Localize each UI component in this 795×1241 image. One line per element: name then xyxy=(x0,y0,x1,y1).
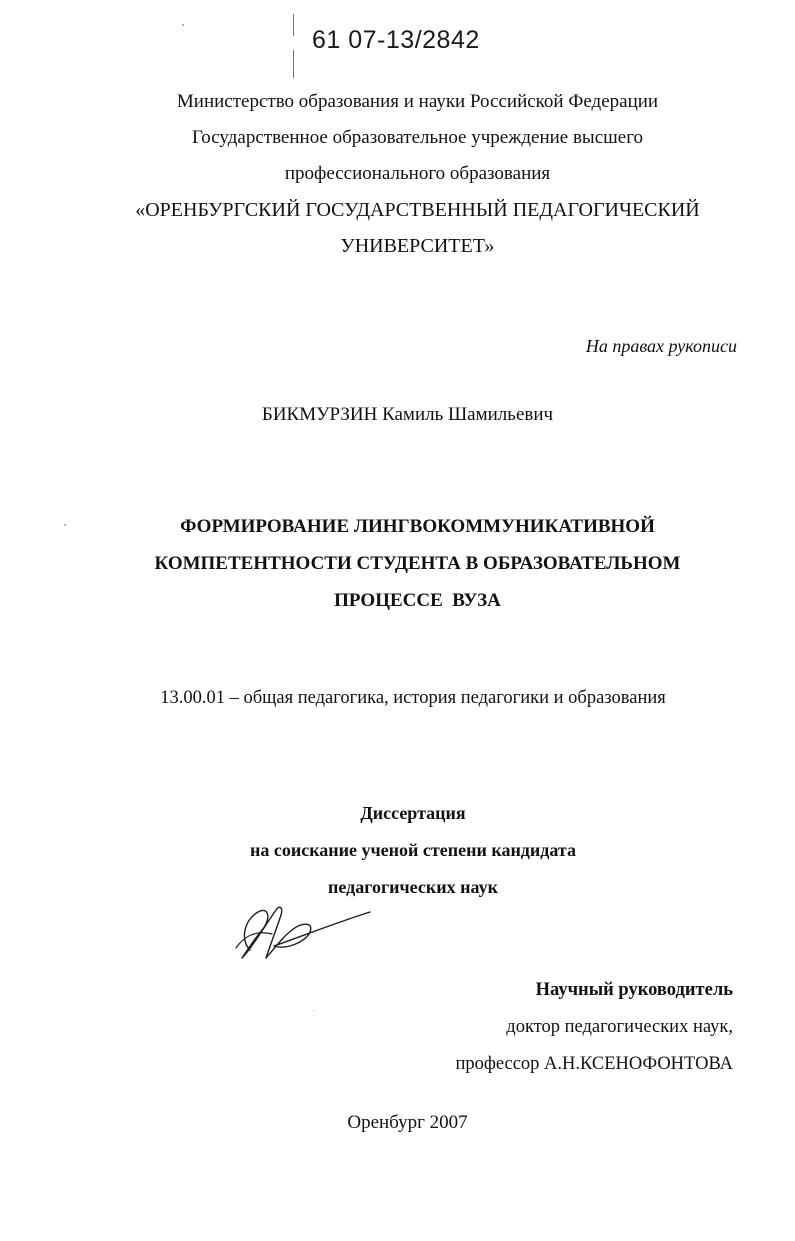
university-name-line-1: «ОРЕНБУРГСКИЙ ГОСУДАРСТВЕННЫЙ ПЕДАГОГИЧЕСКИЙ xyxy=(135,199,700,221)
specialty-code: 13.00.01 – общая педагогика, история педагогики и образования xyxy=(160,688,666,708)
thesis-title-line-2: КОМПЕТЕНТНОСТИ СТУДЕНТА В ОБРАЗОВАТЕЛЬНОМ xyxy=(154,553,681,574)
archive-number-stamp: 61 07-13/2842 xyxy=(312,26,480,54)
institution-type-line-1: Государственное образовательное учреждение высшего xyxy=(191,127,644,148)
thesis-title xyxy=(60,508,775,619)
supervisor-degree: доктор педагогических наук, xyxy=(506,1017,733,1037)
city-year: Оренбург 2007 xyxy=(347,1112,468,1133)
degree-line-1: Диссертация xyxy=(360,803,466,823)
institution-type-line-2: профессионального образования xyxy=(284,163,551,184)
supervisor-block xyxy=(455,972,733,1083)
degree-block xyxy=(0,795,795,906)
ministry-line: Министерство образования и науки Российской Федерации xyxy=(176,91,659,112)
thesis-title-line-3: ПРОЦЕССЕ ВУЗА xyxy=(334,590,501,611)
stamp-rule-top xyxy=(293,14,294,36)
author-name: БИКМУРЗИН Камиль Шамильевич xyxy=(261,404,554,425)
author-signature xyxy=(222,900,382,970)
thesis-title-line-1: ФОРМИРОВАНИЕ ЛИНГВОКОММУНИКАТИВНОЙ xyxy=(180,516,655,537)
scan-speck xyxy=(313,1010,314,1011)
degree-line-2: на соискание ученой степени кандидата xyxy=(249,840,576,860)
scan-speck xyxy=(182,24,184,26)
institution-block xyxy=(60,84,775,264)
scan-speck xyxy=(64,524,66,526)
supervisor-name: профессор А.Н.КСЕНОФОНТОВА xyxy=(455,1054,733,1074)
manuscript-rights-note: На правах рукописи xyxy=(585,336,737,356)
stamp-rule-bottom xyxy=(293,50,294,78)
supervisor-heading: Научный руководитель xyxy=(535,980,733,1000)
university-name-line-2: УНИВЕРСИТЕТ» xyxy=(340,235,495,257)
degree-line-3: педагогических наук xyxy=(328,877,498,897)
